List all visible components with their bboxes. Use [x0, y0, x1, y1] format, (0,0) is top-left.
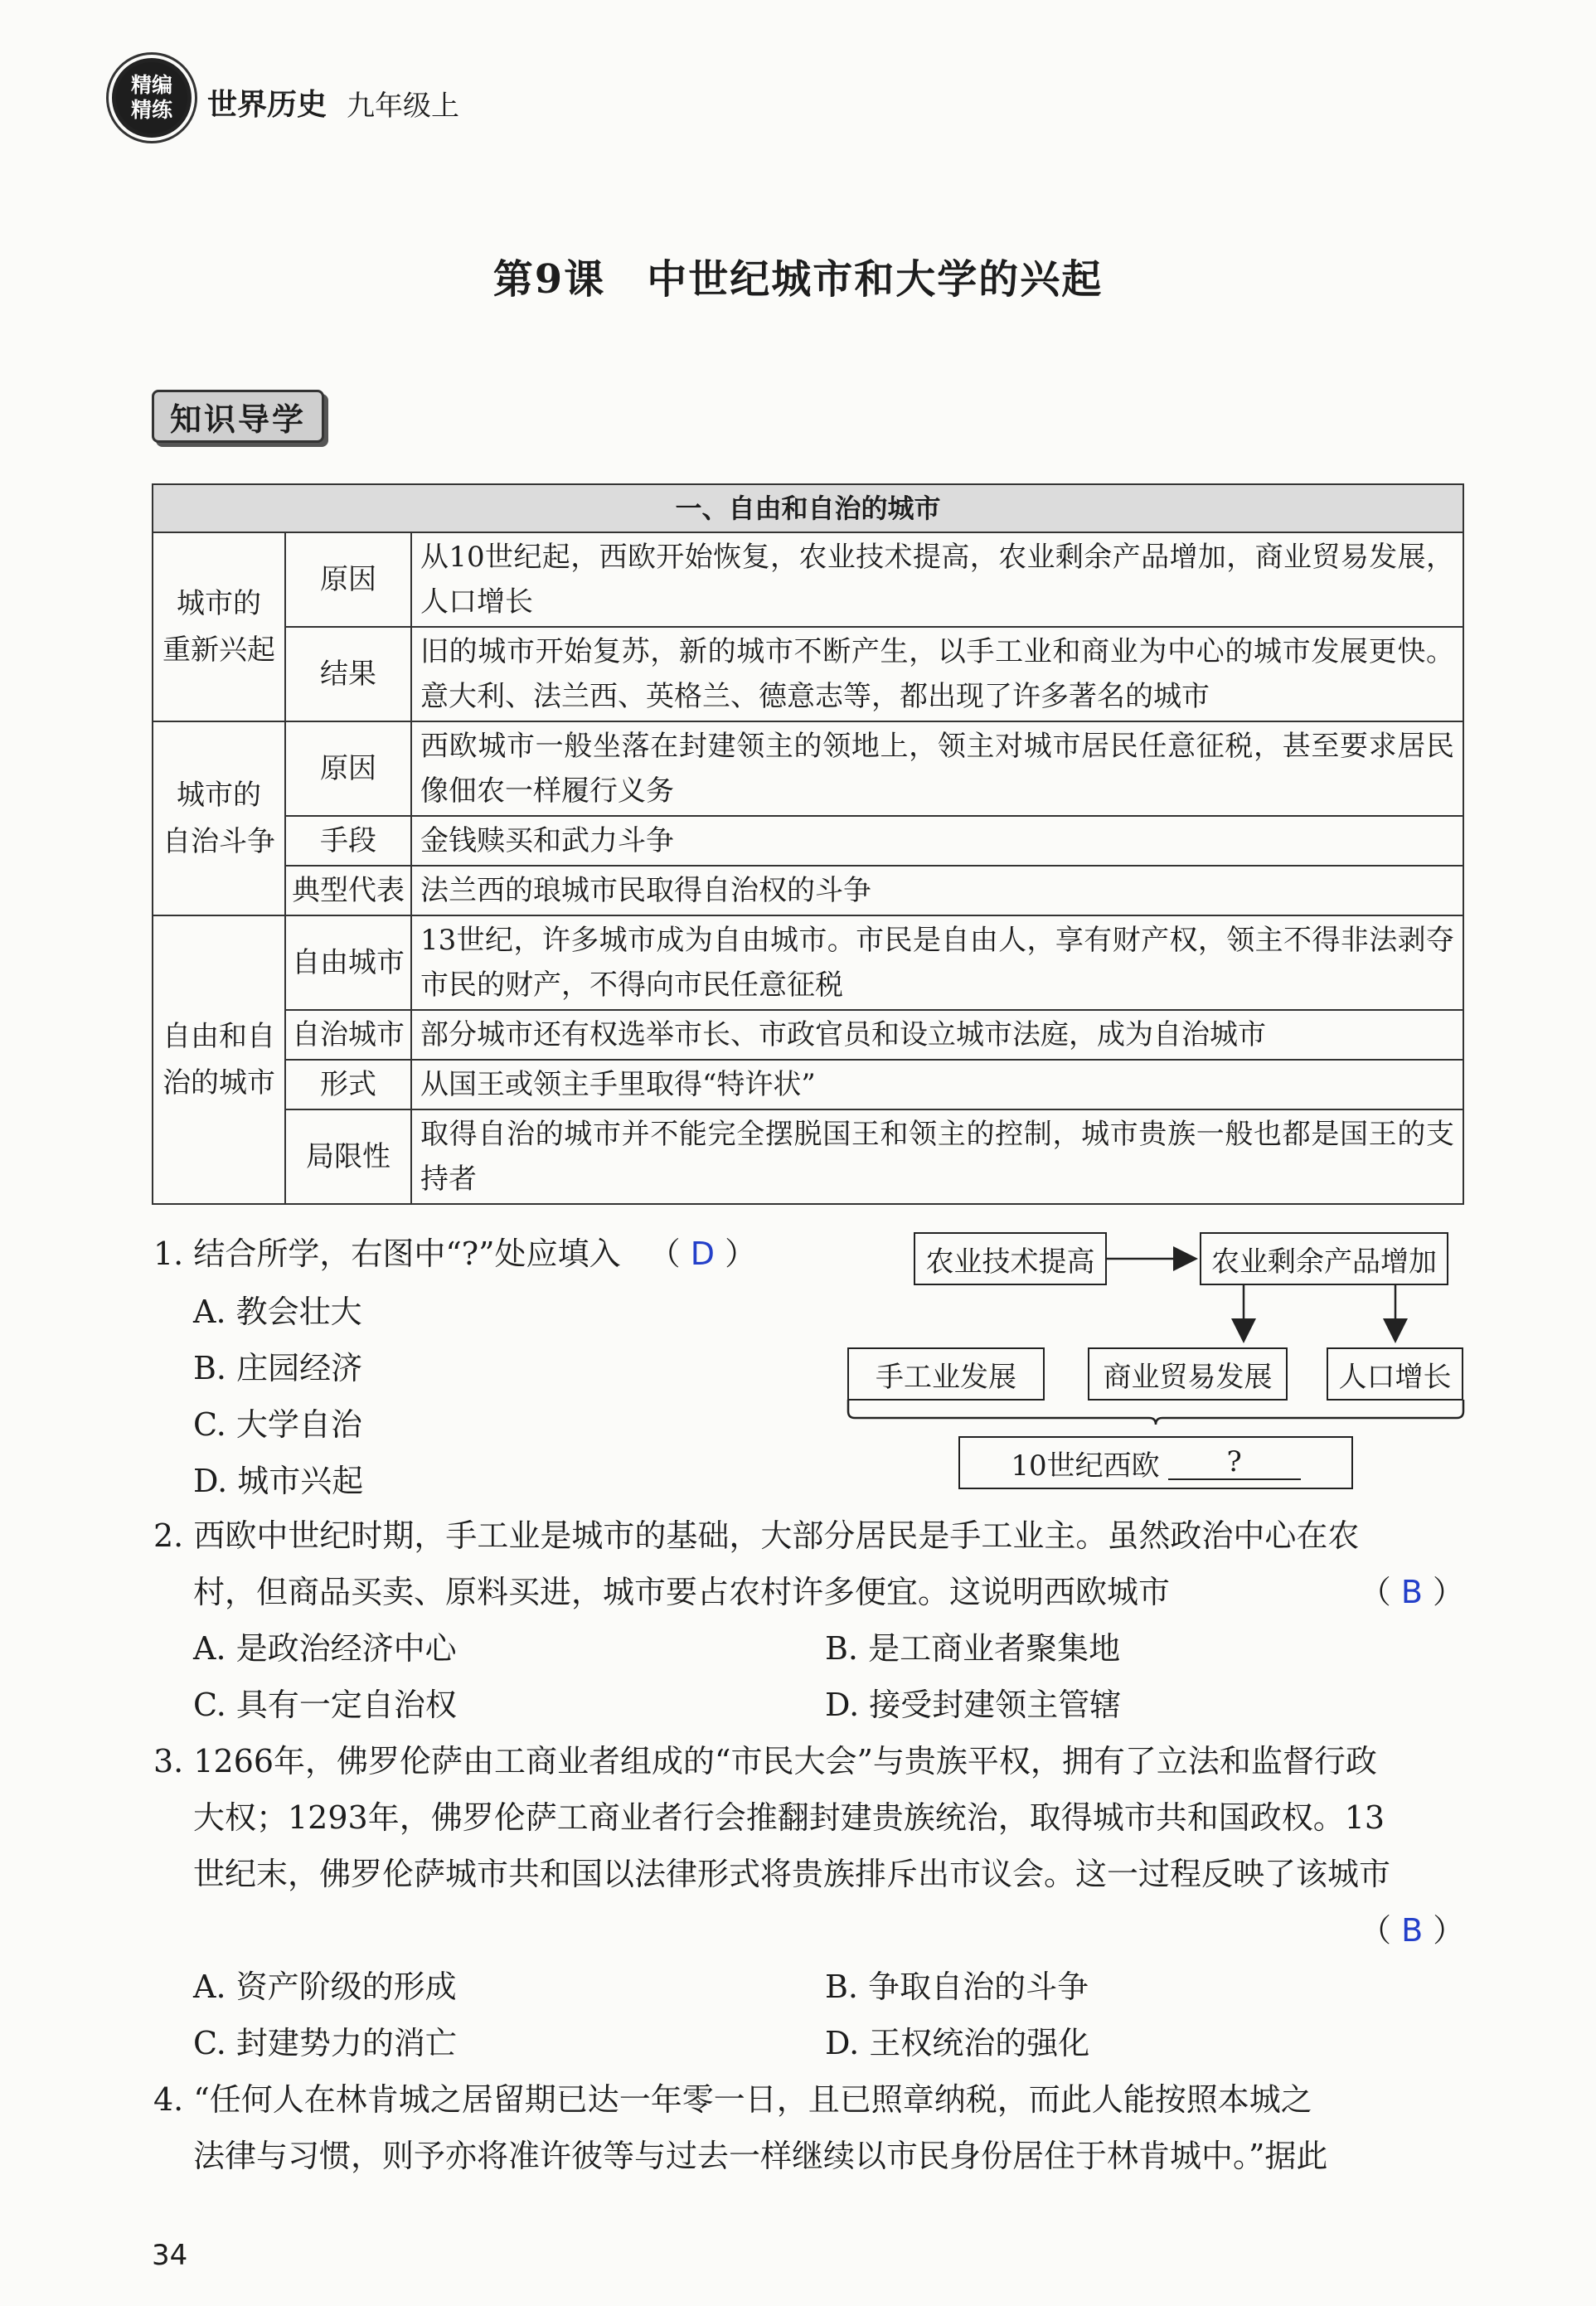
lesson-title: 第9课 中世纪城市和大学的兴起: [492, 256, 1104, 303]
table-subcategory: 原因: [285, 532, 411, 627]
table-heading: 一、自由和自治的城市: [153, 484, 1463, 532]
option-3a: A. 资产阶级的形成: [193, 1969, 457, 2005]
table-cell: 金钱赎买和武力斗争: [411, 816, 1463, 866]
question-3-line-1: 3. 1266年，佛罗伦萨由工商业者组成的“市民大会”与贵族平权，拥有了立法和监督行政: [153, 1743, 1377, 1779]
question-4-line-1: 4. “任何人在林肯城之居留期已达一年零一日，且已照章纳税，而此人能按照本城之: [153, 2081, 1312, 2118]
option-2c: C. 具有一定自治权: [193, 1687, 457, 1723]
option-1a: A. 教会壮大: [193, 1294, 362, 1330]
table-subcategory: 原因: [285, 721, 411, 816]
question-3-line-3: 世纪末，佛罗伦萨城市共和国以法律形式将贵族排斥出市议会。这一过程反映了该城市: [193, 1856, 1391, 1892]
diagram-box-population: 人口增长: [1327, 1347, 1463, 1401]
diagram-box-surplus: 农业剩余产品增加: [1200, 1232, 1448, 1285]
table-subcategory: 局限性: [285, 1109, 411, 1204]
table-subcategory: 手段: [285, 816, 411, 866]
table-cell: 13世纪，许多城市成为自由城市。市民是自由人，享有财产权，领主不得非法剥夺市民的财产，不得向市民任意征税: [411, 915, 1463, 1010]
option-2b: B. 是工商业者聚集地: [825, 1630, 1121, 1667]
brace-icon: [848, 1400, 1463, 1425]
option-1d: D. 城市兴起: [193, 1463, 364, 1499]
table-cell: 西欧城市一般坐落在封建领主的领地上，领主对城市居民任意征税，甚至要求居民像佃农一样履行义务: [411, 721, 1463, 816]
diagram-box-tech: 农业技术提高: [914, 1232, 1107, 1285]
table-subcategory: 典型代表: [285, 866, 411, 915]
diagram-blank: ?: [1168, 1445, 1301, 1480]
table-cell: 从10世纪起，西欧开始恢复，农业技术提高，农业剩余产品增加，商业贸易发展，人口增长: [411, 532, 1463, 627]
answer-3: B: [1401, 1912, 1424, 1949]
header-grade: 九年级上: [347, 90, 459, 123]
question-2-line-2: 村，但商品买卖、原料买进，城市要占农村许多便宜。这说明西欧城市 （ B ）: [193, 1574, 1464, 1610]
question-3-line-2: 大权；1293年，佛罗伦萨工商业者行会推翻封建贵族统治，取得城市共和国政权。13: [193, 1799, 1385, 1836]
option-1b: B. 庄园经济: [193, 1350, 363, 1386]
table-category: 城市的 重新兴起: [153, 532, 285, 721]
option-1c: C. 大学自治: [193, 1406, 362, 1443]
table-cell: 从国王或领主手里取得“特许状”: [411, 1060, 1463, 1109]
table-cell: 部分城市还有权选举市长、市政官员和设立城市法庭，成为自治城市: [411, 1010, 1463, 1060]
page-number: 34: [152, 2239, 188, 2272]
brand-logo: 精编 精练: [112, 58, 192, 138]
table-cell: 取得自治的城市并不能完全摆脱国王和领主的控制，城市贵族一般也都是国王的支持者: [411, 1109, 1463, 1204]
option-3d: D. 王权统治的强化: [825, 2025, 1090, 2061]
question-2-line-1: 2. 西欧中世纪时期，手工业是城市的基础，大部分居民是手工业主。虽然政治中心在农: [153, 1517, 1360, 1554]
table-cell: 法兰西的琅城市民取得自治权的斗争: [411, 866, 1463, 915]
diagram-box-trade: 商业贸易发展: [1088, 1347, 1288, 1401]
question-4-line-2: 法律与习惯，则予亦将准许彼等与过去一样继续以市民身份居住于林肯城中。”据此: [193, 2138, 1328, 2174]
table-category: 城市的 自治斗争: [153, 721, 285, 915]
table-subcategory: 自由城市: [285, 915, 411, 1010]
option-2a: A. 是政治经济中心: [193, 1630, 457, 1667]
question-3-answer: （ B ）: [1360, 1912, 1465, 1949]
diagram-box-result: 10世纪西欧 ?: [958, 1436, 1353, 1489]
answer-2: B: [1400, 1574, 1423, 1610]
option-3c: C. 封建势力的消亡: [193, 2025, 457, 2061]
section-tag: 知识导学: [152, 390, 324, 443]
table-cell: 旧的城市开始复苏，新的城市不断产生，以手工业和商业为中心的城市发展更快。意大利、法兰西、英格兰、德意志等，都出现了许多著名的城市: [411, 627, 1463, 721]
table-subcategory: 结果: [285, 627, 411, 721]
diagram-box-handicraft: 手工业发展: [847, 1347, 1045, 1401]
table-subcategory: 形式: [285, 1060, 411, 1109]
table-subcategory: 自治城市: [285, 1010, 411, 1060]
header-subject: 世界历史: [207, 88, 327, 122]
option-2d: D. 接受封建领主管辖: [825, 1687, 1122, 1723]
question-1-stem: 1. 结合所学，右图中“?”处应填入 （ D ）: [153, 1236, 757, 1272]
table-category: 自由和自 治的城市: [153, 915, 285, 1204]
option-3b: B. 争取自治的斗争: [825, 1969, 1089, 2005]
answer-1: D: [690, 1236, 716, 1272]
